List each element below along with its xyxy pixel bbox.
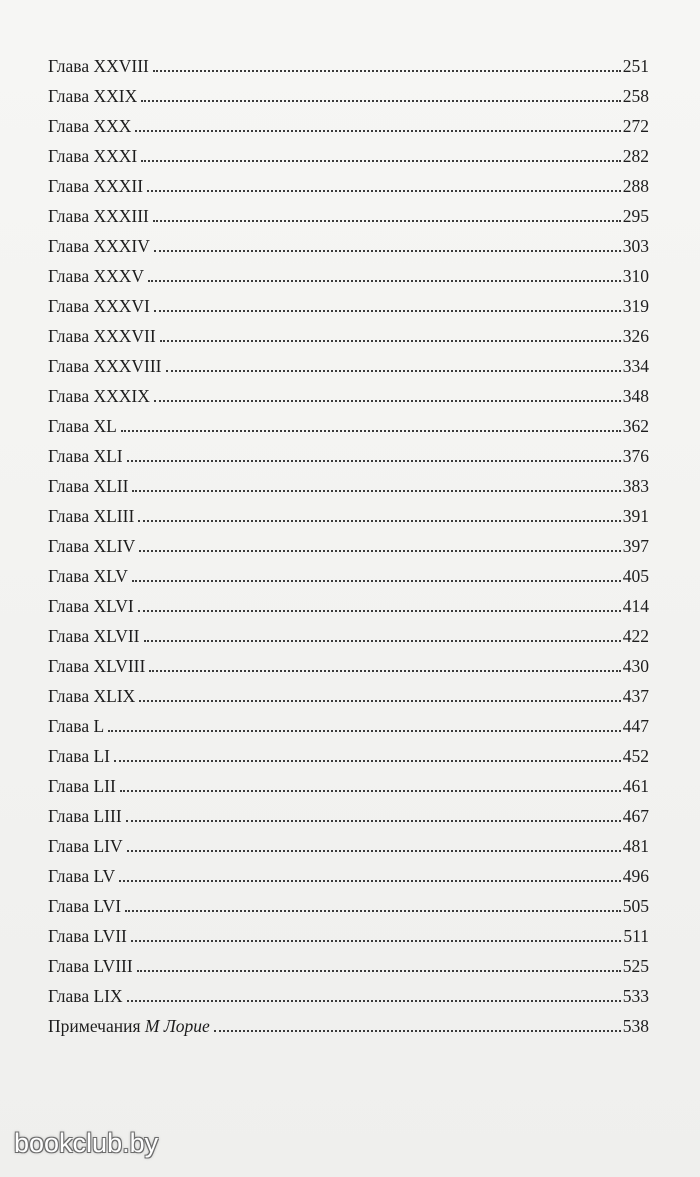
toc-entry (48, 711, 649, 741)
dot-leader (137, 970, 621, 972)
table-of-contents (48, 51, 649, 1041)
watermark-logo: bookclub.by (14, 1128, 159, 1158)
toc-entry-title: Глава LVI (48, 896, 122, 916)
toc-entry-title: Глава XLVIII (48, 656, 146, 676)
dot-leader (125, 910, 621, 912)
toc-entry-title: Глава XLIII (48, 506, 135, 526)
toc-entry-title: Глава XXXVIII (48, 356, 162, 376)
dot-leader (121, 430, 621, 432)
toc-entry (48, 681, 649, 711)
toc-entry-title (48, 1011, 214, 1041)
toc-entry-page: 258 (622, 86, 649, 106)
toc-entry-title: Глава LV (48, 866, 116, 886)
toc-entry-title: Глава XXIX (48, 86, 138, 106)
toc-entry (48, 591, 649, 621)
toc-entry-page: 414 (622, 596, 649, 616)
toc-entry-title: Глава XXXVII (48, 326, 156, 346)
toc-entry-title: Глава XLIX (48, 686, 136, 706)
toc-entry-title: Глава XXXIX (48, 386, 150, 406)
toc-entry-page: 272 (622, 116, 649, 136)
toc-entry (48, 261, 649, 291)
toc-entry (48, 81, 649, 111)
toc-entry (48, 561, 649, 591)
dot-leader (127, 460, 621, 462)
toc-entry (48, 321, 649, 351)
dot-leader (138, 520, 620, 522)
toc-entry-page: 295 (622, 206, 649, 226)
toc-entry-page: 348 (622, 386, 649, 406)
toc-entry (48, 621, 649, 651)
toc-entry-page: 282 (622, 146, 649, 166)
toc-entry-page: 319 (622, 296, 649, 316)
dot-leader (108, 730, 621, 732)
toc-entry-title: Глава L (48, 716, 105, 736)
toc-entry (48, 381, 649, 411)
toc-entry (48, 801, 649, 831)
dot-leader (132, 580, 621, 582)
toc-entry (48, 651, 649, 681)
toc-entry (48, 441, 649, 471)
toc-entry-page: 303 (622, 236, 649, 256)
toc-entry-page: 533 (622, 986, 649, 1006)
toc-entry-title: Глава LIV (48, 836, 123, 856)
dot-leader (138, 610, 621, 612)
dot-leader (154, 310, 621, 312)
dot-leader (119, 880, 621, 882)
toc-entry-title: Глава XXXV (48, 266, 145, 286)
toc-entry (48, 201, 649, 231)
toc-entry-page: 511 (623, 926, 649, 946)
toc-entry-page: 310 (622, 266, 649, 286)
toc-entry-page: 452 (622, 746, 649, 766)
toc-entry-page: 422 (622, 626, 649, 646)
toc-entry-page: 405 (622, 566, 649, 586)
dot-leader (153, 70, 621, 72)
toc-entry-page: 538 (622, 1016, 649, 1036)
dot-leader (153, 220, 621, 222)
toc-entry-title: Глава XXXVI (48, 296, 150, 316)
toc-entry-page: 383 (622, 476, 649, 496)
dot-leader (154, 250, 621, 252)
dot-leader (160, 340, 621, 342)
toc-entry-page: 525 (622, 956, 649, 976)
toc-entry (48, 981, 649, 1011)
toc-entry (48, 141, 649, 171)
dot-leader (126, 820, 621, 822)
dot-leader (132, 490, 620, 492)
dot-leader (135, 130, 620, 132)
toc-entry (48, 951, 649, 981)
toc-entry (48, 831, 649, 861)
toc-entry (48, 861, 649, 891)
dot-leader (141, 100, 621, 102)
toc-entry-title: Глава LVIII (48, 956, 133, 976)
toc-entry (48, 501, 649, 531)
toc-entry-title: Глава XXXII (48, 176, 144, 196)
toc-entry-page: 437 (622, 686, 649, 706)
toc-entry (48, 411, 649, 441)
toc-entry (48, 471, 649, 501)
toc-entry (48, 51, 649, 81)
toc-entry-title: Глава XXVIII (48, 56, 149, 76)
toc-entry-page: 481 (622, 836, 649, 856)
toc-entry (48, 891, 649, 921)
toc-entry-title: Глава XLVI (48, 596, 134, 616)
toc-entry (48, 111, 649, 141)
toc-entry-title: Глава LII (48, 776, 116, 796)
notes-title: Примечания (48, 1016, 141, 1036)
toc-entry-title: Глава LIX (48, 986, 123, 1006)
toc-entry (48, 351, 649, 381)
toc-entry-page: 362 (622, 416, 649, 436)
toc-entry-page: 391 (622, 506, 649, 526)
dot-leader (139, 700, 620, 702)
dot-leader (147, 190, 621, 192)
toc-entry-title: Глава XLIV (48, 536, 136, 556)
toc-entry-page: 326 (622, 326, 649, 346)
toc-entry (48, 291, 649, 321)
toc-entry-page: 461 (622, 776, 649, 796)
toc-entry-page: 496 (622, 866, 649, 886)
toc-entry-page: 447 (622, 716, 649, 736)
toc-entry-page: 334 (622, 356, 649, 376)
toc-entry-page: 430 (622, 656, 649, 676)
toc-entry-title: Глава XXX (48, 116, 132, 136)
toc-entry-title: Глава XXXI (48, 146, 138, 166)
dot-leader (141, 160, 621, 162)
toc-entry-notes (48, 1011, 649, 1041)
dot-leader (214, 1030, 621, 1032)
toc-entry-page: 251 (622, 56, 649, 76)
dot-leader (120, 790, 621, 792)
toc-entry (48, 771, 649, 801)
dot-leader (148, 280, 621, 282)
toc-entry-page: 467 (622, 806, 649, 826)
toc-entry (48, 741, 649, 771)
toc-entry-title: Глава XLII (48, 476, 129, 496)
dot-leader (154, 400, 621, 402)
toc-entry-page: 376 (622, 446, 649, 466)
dot-leader (166, 370, 621, 372)
toc-entry (48, 231, 649, 261)
toc-entry-title: Глава XXXIV (48, 236, 150, 256)
toc-entry (48, 531, 649, 561)
toc-entry-page: 505 (622, 896, 649, 916)
toc-entry-title: Глава XL (48, 416, 117, 436)
toc-entry-page: 288 (622, 176, 649, 196)
dot-leader (127, 1000, 621, 1002)
toc-entry-page: 397 (622, 536, 649, 556)
dot-leader (139, 550, 620, 552)
dot-leader (114, 760, 621, 762)
toc-entry-title: Глава LI (48, 746, 110, 766)
toc-entry-title: Глава LVII (48, 926, 127, 946)
dot-leader (149, 670, 620, 672)
toc-entry (48, 171, 649, 201)
toc-entry-title: Глава XLI (48, 446, 123, 466)
dot-leader (131, 940, 622, 942)
notes-author: М Лорие (144, 1016, 210, 1036)
dot-leader (127, 850, 621, 852)
dot-leader (144, 640, 621, 642)
toc-entry-title: Глава XLV (48, 566, 128, 586)
toc-entry-title: Глава XLVII (48, 626, 140, 646)
toc-entry (48, 921, 649, 951)
toc-entry-title: Глава XXXIII (48, 206, 149, 226)
toc-entry-title: Глава LIII (48, 806, 122, 826)
